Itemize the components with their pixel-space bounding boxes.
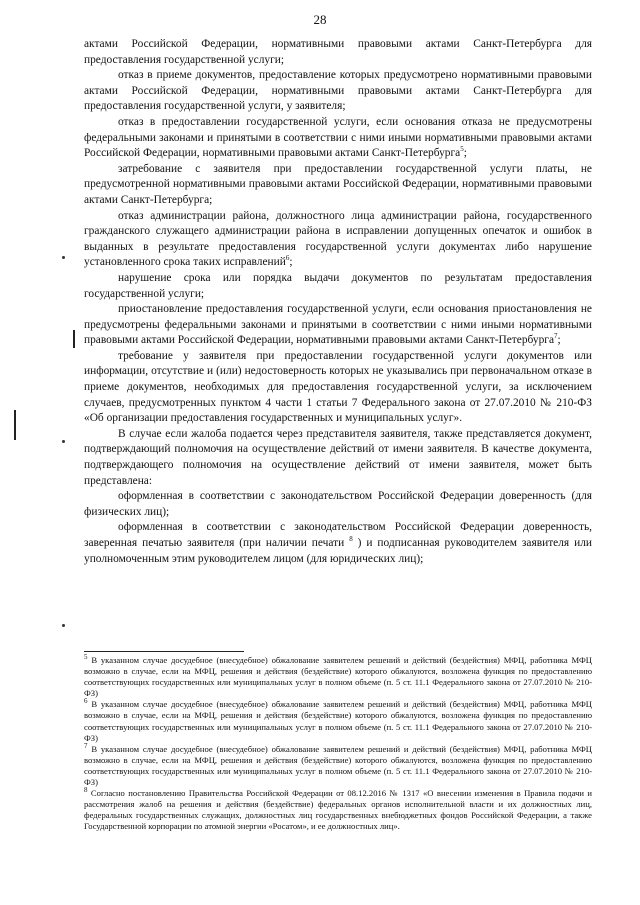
- footnote-ref-7[interactable]: 7: [554, 332, 558, 341]
- margin-bar-2: [14, 410, 16, 440]
- footnote-ref-8[interactable]: 8: [349, 535, 353, 544]
- margin-bar-1: [73, 330, 75, 348]
- paragraph: приостановление предоставления государственной услуги, если основания приостановления не предусмотрены федеральными законами и принятыми в соответствии с ними иными нормативными правовыми актами Российской Федерации, нормативными правовыми актами Санкт-Петербурга$^7$;: [84, 303, 592, 347]
- document-body: [84, 37, 592, 567]
- footnote-6: $^6$ В указанном случае досудебное (внесудебное) обжалование заявителем решений и действий (бездействия) МФЦ, работника МФЦ возможно в случае, если на МФЦ, решения и действия (бездействие) которого обжалуются, возложена функция по предоставлению соответствующих государственных или муниципальных услуг в полном объеме (п. 5 ст. 11.1 Федерального закона от 27.07.2010 № 210-ФЗ): [84, 697, 593, 743]
- footnote-ref-6[interactable]: 6: [285, 254, 290, 263]
- footnote-8: $^8$ Согласно постановлению Правительства Российской Федерации от 08.12.2016 № 1317 «О внесении изменения в Правила подачи и рассмотрения жалоб на решения и действия (бездействие) федеральных органов исполнительной власти и их должностных лиц, федеральных государственных служащих, должностных лиц государственных внебюджетных фондов Российской Федерации, а также Государственной корпорации по атомной энергии «Росатом», и ее должностных лиц».: [84, 786, 592, 832]
- footnotes: [84, 655, 592, 833]
- footnote-7: $^7$ В указанном случае досудебное (внесудебное) обжалование заявителем решений и действий (бездействия) МФЦ, работника МФЦ возможно в случае, если на МФЦ, решения и действия (бездействие) которого обжалуются, возложена функция по предоставлению соответствующих государственных или муниципальных услуг в полном объеме (п. 5 ст. 11.1 Федерального закона от 27.07.2010 № 210-ФЗ): [84, 741, 593, 788]
- paragraph: отказ в предоставлении государственной услуги, если основания отказа не предусмотрены федеральными законами и принятыми в соответствии с ними иными нормативными правовыми актами Российской Федерации, нормативными правовыми актами Санкт-Петербурга$^5$;: [84, 115, 592, 160]
- footnote-5: $^5$ В указанном случае досудебное (внесудебное) обжалование заявителем решений и действий (бездействия) МФЦ, работника МФЦ возможно в случае, если на МФЦ, решения и действия (бездействие) которого обжалуются, возложена функция по предоставлению соответствующих государственных или муниципальных услуг в полном объеме (п. 5 ст. 11.1 Федерального закона от 27.07.2010 № 210-ФЗ): [84, 653, 593, 699]
- paragraph: оформленная в соответствии с законодательством Российской Федерации доверенность, заверенная печатью заявителя (при наличии печати $^8$ ) и подписанная руководителем заявителя или уполномоченным этим руководителем лицом (для юридических лиц);: [84, 521, 592, 565]
- paragraph: нарушение срока или порядка выдачи документов по результатам предоставления государственной услуги;: [84, 271, 592, 300]
- paragraph: актами Российской Федерации, нормативными правовыми актами Санкт-Петербурга для предоставления государственной услуги;: [84, 38, 592, 66]
- paragraph: затребование с заявителя при предоставлении государственной услуги платы, не предусмотренной нормативными правовыми актами Российской Федерации, нормативными правовыми актами Санкт-Петербурга;: [84, 162, 592, 206]
- page-number: 28: [313, 12, 327, 27]
- paragraph: отказ в приеме документов, предоставление которых предусмотрено нормативными правовыми актами Российской Федерации, нормативными правовыми актами Санкт-Петербурга для предоставления государственной услуги, у заявителя;: [84, 69, 592, 113]
- margin-dot-3: [62, 624, 65, 627]
- paragraph: оформленная в соответствии с законодательством Российской Федерации доверенность (для физических лиц);: [84, 490, 592, 518]
- margin-dot-1: [62, 256, 65, 259]
- footnote-separator: [84, 651, 244, 652]
- footnote-ref-5[interactable]: 5: [460, 145, 464, 154]
- paragraph: отказ администрации района, должностного лица администрации района, государственного гражданского служащего администрации района в исправлении допущенных опечаток и ошибок в выданных в результате предоставления государственной услуги документах либо нарушение установленного срока таких исправлений$^6$;: [84, 209, 592, 269]
- paragraph: В случае если жалоба подается через представителя заявителя, также представляется документ, подтверждающий полномочия на осуществление действий от имени заявителя. В качестве документа, подтверждающего полномочия на осуществление действий от имени заявителя, может быть представлена:: [84, 427, 592, 487]
- paragraph: требование у заявителя при предоставлении государственной услуги документов или информации, отсутствие и (или) недостоверность которых не указывались при первоначальном отказе в приеме документов, необходимых для предоставления государственной услуги, за исключением случаев, предусмотренных пунктом 4 части 1 статьи 7 Федерального закона от 27.07.2010 № 210-ФЗ «Об организации предоставления государственных и муниципальных услуг».: [84, 349, 592, 425]
- margin-dot-2: [62, 440, 65, 443]
